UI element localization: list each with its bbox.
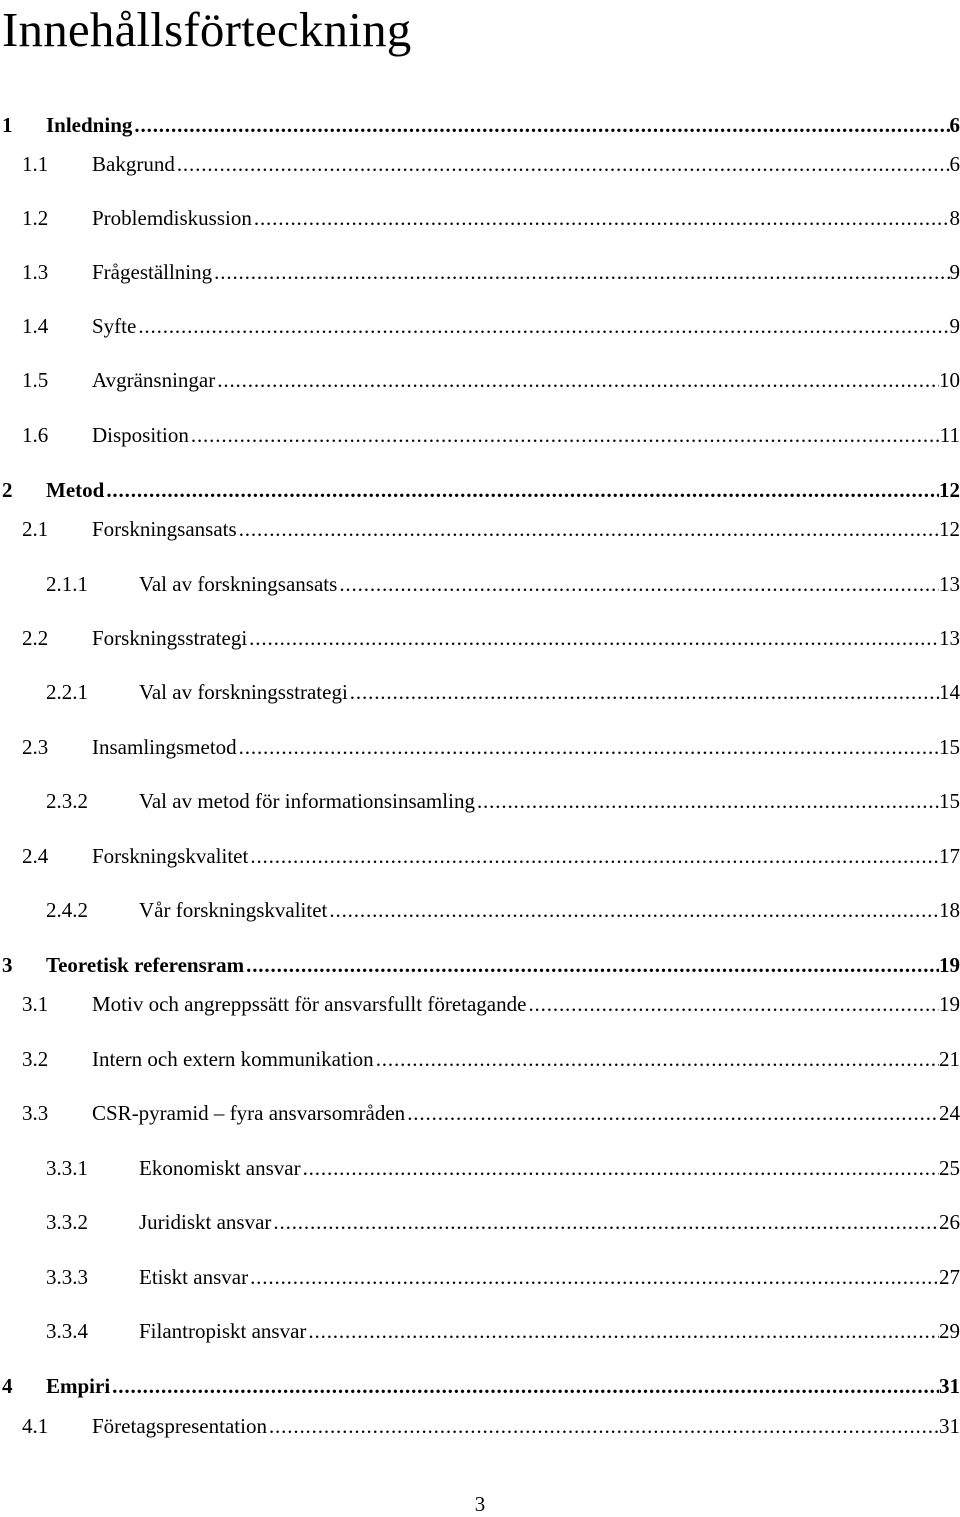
- toc-entry-label: Forskningskvalitet: [92, 844, 249, 868]
- toc-entry-page: 19: [939, 953, 960, 977]
- toc-entry-page: 6: [949, 152, 960, 176]
- toc-entry-line: [92, 203, 960, 233]
- toc-entry-label: Inledning: [46, 113, 133, 137]
- toc-entry[interactable]: [0, 732, 960, 762]
- toc-entry-page: 15: [939, 789, 960, 813]
- toc-entry-line: [139, 1207, 960, 1237]
- toc-dot-leader: [374, 1044, 939, 1074]
- toc-dot-leader: [247, 623, 939, 653]
- toc-dot-leader: [271, 1207, 939, 1237]
- toc-entry-label: Teoretisk referensram: [46, 953, 245, 977]
- toc-entry-label: Intern och extern kommunikation: [92, 1047, 374, 1071]
- toc-entry-number: 3.3: [22, 1101, 49, 1125]
- toc-entry-number: 2.2: [22, 626, 49, 650]
- toc-dot-leader: [189, 420, 940, 450]
- toc-dot-leader: [215, 365, 939, 395]
- toc-entry-label: Bakgrund: [92, 152, 175, 176]
- toc-entry[interactable]: [0, 841, 960, 871]
- toc-entry-line: [139, 895, 960, 925]
- toc-entry-page: 8: [949, 206, 960, 230]
- toc-entry-number: 3.2: [22, 1047, 49, 1071]
- toc-entry-page: 27: [939, 1265, 960, 1289]
- toc-entry[interactable]: [0, 786, 960, 816]
- toc-entry-label: Val av metod för informationsinsamling: [139, 789, 475, 813]
- toc-entry-label: Motiv och angreppssätt för ansvarsfullt företagande: [92, 992, 527, 1016]
- toc-entry-page: 21: [939, 1047, 960, 1071]
- toc-entry[interactable]: [0, 989, 960, 1019]
- toc-dot-leader: [267, 1411, 939, 1441]
- toc-entry-number: 3.1: [22, 992, 49, 1016]
- toc-entry-label: CSR-pyramid – fyra ansvarsområden: [92, 1101, 406, 1125]
- toc-entry[interactable]: [0, 1207, 960, 1237]
- toc-entry[interactable]: [0, 203, 960, 233]
- toc-entry-number: 1.3: [22, 260, 49, 284]
- toc-entry-line: [46, 475, 960, 505]
- toc-dot-leader: [348, 677, 939, 707]
- toc-dot-leader: [248, 841, 939, 871]
- toc-entry-line: [92, 514, 960, 544]
- toc-dot-leader: [244, 950, 939, 980]
- page-number: 3: [474, 1492, 486, 1516]
- toc-entry-label: Ekonomiskt ansvar: [139, 1156, 301, 1180]
- toc-dot-leader: [175, 149, 950, 179]
- toc-entry-number: 1.2: [22, 206, 49, 230]
- toc-entry-page: 10: [939, 368, 960, 392]
- toc-dot-leader: [110, 1371, 939, 1401]
- toc-entry-number: 2: [2, 478, 13, 502]
- toc-dot-leader: [327, 895, 939, 925]
- toc-entry[interactable]: [0, 1371, 960, 1401]
- toc-entry[interactable]: [0, 1262, 960, 1292]
- toc-dot-leader: [136, 311, 949, 341]
- toc-entry[interactable]: [0, 1411, 960, 1441]
- toc-entry-line: [92, 1098, 960, 1128]
- toc-entry-label: Filantropiskt ansvar: [139, 1319, 307, 1343]
- toc-entry-number: 3.3.2: [46, 1210, 88, 1234]
- toc-entry-page: 15: [939, 735, 960, 759]
- toc-entry[interactable]: [0, 569, 960, 599]
- toc-entry-line: [46, 1371, 960, 1401]
- toc-entry-label: Juridiskt ansvar: [139, 1210, 272, 1234]
- toc-entry-label: Frågeställning: [92, 260, 213, 284]
- toc-entry-number: 1.4: [22, 314, 49, 338]
- toc-entry-label: Problemdiskussion: [92, 206, 252, 230]
- toc-entry-number: 4.1: [22, 1414, 49, 1438]
- toc-entry-label: Avgränsningar: [92, 368, 216, 392]
- toc-entry[interactable]: [0, 257, 960, 287]
- toc-dot-leader: [132, 110, 949, 140]
- toc-entry-line: [139, 1262, 960, 1292]
- toc-entry-label: Företagspresentation: [92, 1414, 267, 1438]
- toc-entry-number: 3: [2, 953, 13, 977]
- toc-entry-page: 29: [939, 1319, 960, 1343]
- toc-entry-page: 18: [939, 898, 960, 922]
- toc-entry-label: Forskningsstrategi: [92, 626, 248, 650]
- toc-entry-line: [92, 257, 960, 287]
- toc-entry-page: 17: [939, 844, 960, 868]
- toc-entry-line: [92, 732, 960, 762]
- toc-entry-number: 3.3.4: [46, 1319, 88, 1343]
- toc-entry-line: [46, 110, 960, 140]
- toc-entry-page: 19: [939, 992, 960, 1016]
- toc-dot-leader: [526, 989, 939, 1019]
- toc-entry-line: [139, 786, 960, 816]
- toc-entry-page: 11: [939, 423, 960, 447]
- toc-dot-leader: [237, 514, 939, 544]
- toc-entry-page: 14: [939, 680, 960, 704]
- toc-dot-leader: [212, 257, 949, 287]
- toc-entry-page: 6: [949, 113, 960, 137]
- toc-entry[interactable]: [0, 677, 960, 707]
- page-title: Innehållsförteckning: [2, 2, 412, 57]
- toc-entry-line: [92, 841, 960, 871]
- toc-entry-page: 13: [939, 572, 960, 596]
- toc-entry-number: 2.1: [22, 517, 49, 541]
- toc-entry[interactable]: [0, 311, 960, 341]
- toc-entry-label: Val av forskningsstrategi: [139, 680, 348, 704]
- toc-entry-line: [139, 1153, 960, 1183]
- toc-entry-line: [92, 1411, 960, 1441]
- toc-entry[interactable]: [0, 1044, 960, 1074]
- toc-entry[interactable]: [0, 1098, 960, 1128]
- toc-dot-leader: [405, 1098, 939, 1128]
- toc-entry-number: 1: [2, 113, 13, 137]
- toc-dot-leader: [104, 475, 939, 505]
- toc-dot-leader: [301, 1153, 939, 1183]
- toc-entry-number: 2.4: [22, 844, 49, 868]
- toc-entry[interactable]: [0, 623, 960, 653]
- toc-entry-number: 1.1: [22, 152, 49, 176]
- toc-entry-page: 9: [949, 260, 960, 284]
- toc-entry-page: 12: [939, 517, 960, 541]
- toc-dot-leader: [475, 786, 939, 816]
- toc-dot-leader: [248, 1262, 939, 1292]
- toc-entry-line: [92, 365, 960, 395]
- toc-entry-number: 4: [2, 1374, 13, 1398]
- toc-entry-label: Syfte: [92, 314, 137, 338]
- toc-entry-number: 2.1.1: [46, 572, 88, 596]
- toc-entry-line: [139, 677, 960, 707]
- toc-entry-number: 2.4.2: [46, 898, 88, 922]
- toc-entry[interactable]: [0, 1316, 960, 1346]
- toc-entry-line: [92, 623, 960, 653]
- toc-entry-line: [92, 1044, 960, 1074]
- toc-entry-number: 3.3.1: [46, 1156, 88, 1180]
- toc-dot-leader: [337, 569, 939, 599]
- toc-entry-label: Empiri: [46, 1374, 111, 1398]
- toc-entry-number: 3.3.3: [46, 1265, 88, 1289]
- toc-entry[interactable]: [0, 149, 960, 179]
- toc-entry-number: 1.5: [22, 368, 49, 392]
- toc-dot-leader: [237, 732, 939, 762]
- toc-entry-page: 31: [939, 1414, 960, 1438]
- toc-entry[interactable]: [0, 895, 960, 925]
- toc-entry-line: [92, 149, 960, 179]
- toc-entry-line: [139, 569, 960, 599]
- toc-entry-number: 2.3: [22, 735, 49, 759]
- toc-entry-line: [139, 1316, 960, 1346]
- toc-entry-label: Vår forskningskvalitet: [139, 898, 328, 922]
- toc-entry-label: Etiskt ansvar: [139, 1265, 249, 1289]
- toc-entry-page: 31: [939, 1374, 960, 1398]
- toc-dot-leader: [306, 1316, 939, 1346]
- toc-entry[interactable]: [0, 365, 960, 395]
- toc-entry-page: 26: [939, 1210, 960, 1234]
- toc-entry[interactable]: [0, 514, 960, 544]
- toc-entry[interactable]: [0, 950, 960, 980]
- toc-entry[interactable]: [0, 110, 960, 140]
- toc-entry-label: Disposition: [92, 423, 189, 447]
- toc-entry-label: Metod: [46, 478, 105, 502]
- toc-entry-line: [46, 950, 960, 980]
- toc-entry-line: [92, 420, 960, 450]
- toc-entry[interactable]: [0, 475, 960, 505]
- toc-entry-page: 13: [939, 626, 960, 650]
- toc-entry-page: 24: [939, 1101, 960, 1125]
- toc-dot-leader: [252, 203, 950, 233]
- toc-entry-number: 2.2.1: [46, 680, 88, 704]
- toc-entry-label: Insamlingsmetod: [92, 735, 237, 759]
- toc-entry-number: 2.3.2: [46, 789, 88, 813]
- toc-entry-line: [92, 311, 960, 341]
- toc-entry-number: 1.6: [22, 423, 49, 447]
- toc-entry-label: Forskningsansats: [92, 517, 237, 541]
- toc-entry-page: 12: [939, 478, 960, 502]
- toc-entry-page: 9: [949, 314, 960, 338]
- toc-entry[interactable]: [0, 420, 960, 450]
- toc-entry-line: [92, 989, 960, 1019]
- toc-entry-label: Val av forskningsansats: [139, 572, 338, 596]
- toc-entry[interactable]: [0, 1153, 960, 1183]
- toc-entry-page: 25: [939, 1156, 960, 1180]
